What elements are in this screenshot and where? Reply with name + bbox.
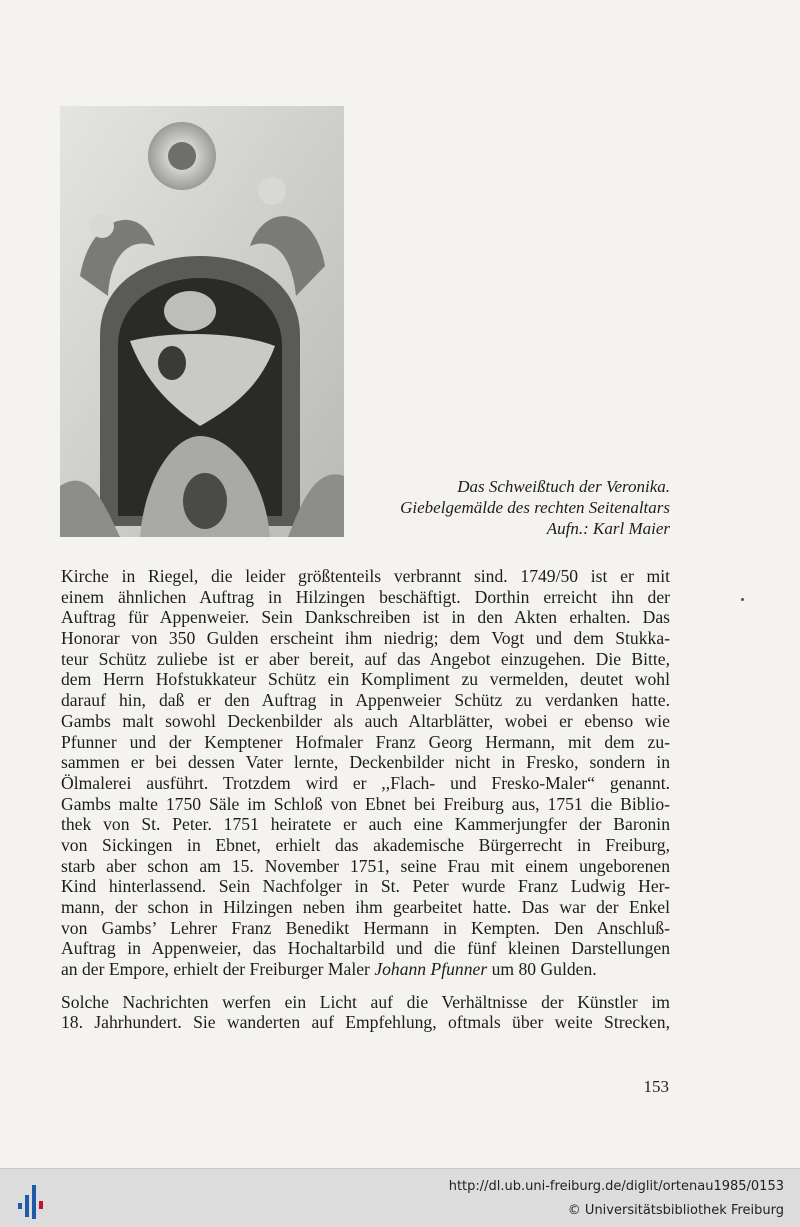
caption-credit: Aufn.: Karl Maier — [546, 519, 670, 538]
print-speck — [741, 598, 744, 601]
text-line: Kind hinterlassend. Sein Nachfolger in St. Peter wurde Franz Ludwig Her- — [61, 876, 670, 897]
text-line: mann, der schon in Hilzingen neben ihm gearbeitet hatte. Das war der Enkel — [61, 897, 670, 917]
altar-photograph — [60, 106, 344, 537]
altar-photo-image — [60, 106, 344, 537]
text-line: Honorar von 350 Gulden erscheint ihm niedrig; dem Vogt und dem Stukka- — [61, 628, 670, 649]
caption-subtitle: Giebelgemälde des rechten Seitenaltars — [400, 498, 670, 517]
text-line: darauf hin, daß er den Auftrag in Appenweier Schütz zu verdanken hatte. — [61, 690, 670, 711]
text-line: an der Empore, erhielt der Freiburger Maler Johann Pfunner um 80 Gulden. — [61, 959, 597, 980]
text-line: thek von St. Peter. 1751 heiratete er auch eine Kammerjungfer der Baronin — [61, 814, 670, 835]
text-line: Gambs malt sowohl Deckenbilder als auch Altarblätter, wobei er ebenso wie — [61, 710, 670, 731]
permalink-link[interactable]: http://dl.ub.uni-freiburg.de/diglit/ortenau1985/0153 — [448, 1179, 784, 1194]
painter-name: Johann Pfunner — [374, 959, 488, 980]
text-line: Kirche in Riegel, die leider größtenteils verbrannt sind. 1749/50 ist er mit — [61, 566, 670, 586]
caption-title: Das Schweißtuch der Veronika. — [457, 477, 670, 496]
text-line: Auftrag in Appenweier, das Hochaltarbild und die fünf kleinen Darstellungen — [61, 938, 670, 959]
library-logo-icon — [12, 1181, 52, 1221]
text-line: einem ähnlichen Auftrag in Hilzingen beschäftigt. Dorthin erreicht ihn der — [61, 586, 670, 607]
text-line: 18. Jahrhundert. Sie wanderten auf Empfehlung, oftmals über weite Strecken, — [61, 1012, 670, 1033]
page-number: 153 — [643, 1077, 669, 1096]
body-text — [61, 566, 670, 1033]
text-line: Pfunner und der Kemptener Hofmaler Franz Georg Hermann, mit dem zu- — [61, 731, 670, 752]
text-line: sammen er bei dessen Vater lernte, Deckenbilder nicht in Fresko, sondern in — [61, 752, 670, 773]
paragraph-2 — [61, 992, 670, 1033]
text-line: teur Schütz zuliebe ist er aber bereit, auf das Angebot einzugehen. Die Bitte, — [61, 648, 670, 669]
copyright-notice: © Universitätsbibliothek Freiburg — [567, 1203, 784, 1218]
text-line: Ölmalerei ausführt. Trotzdem wird er ,,Flach- und Fresko-Maler“ genannt. — [61, 772, 670, 793]
photo-caption — [360, 476, 670, 539]
text-line: Solche Nachrichten werfen ein Licht auf die Verhältnisse der Künstler im — [61, 991, 670, 1012]
footer-bar — [0, 1168, 800, 1227]
text-line: Gambs malte 1750 Säle im Schloß von Ebnet bei Freiburg aus, 1751 die Biblio- — [61, 793, 670, 814]
text-line: von Sickingen in Ebnet, erhielt das akademische Bürgerrecht in Freiburg, — [61, 834, 670, 855]
paragraph-1 — [61, 566, 670, 959]
text-line: dem Herrn Hofstukkateur Schütz ein Kompliment zu vermelden, deutet wohl — [61, 669, 670, 690]
text-line: von Gambs’ Lehrer Franz Benedikt Hermann in Kempten. Den Anschluß- — [61, 917, 670, 938]
text-line: Auftrag für Appenweier. Sein Dankschreiben ist in den Akten erhalten. Das — [61, 607, 670, 628]
text-line: starb aber schon am 15. November 1751, seine Frau mit einem ungeborenen — [61, 855, 670, 876]
